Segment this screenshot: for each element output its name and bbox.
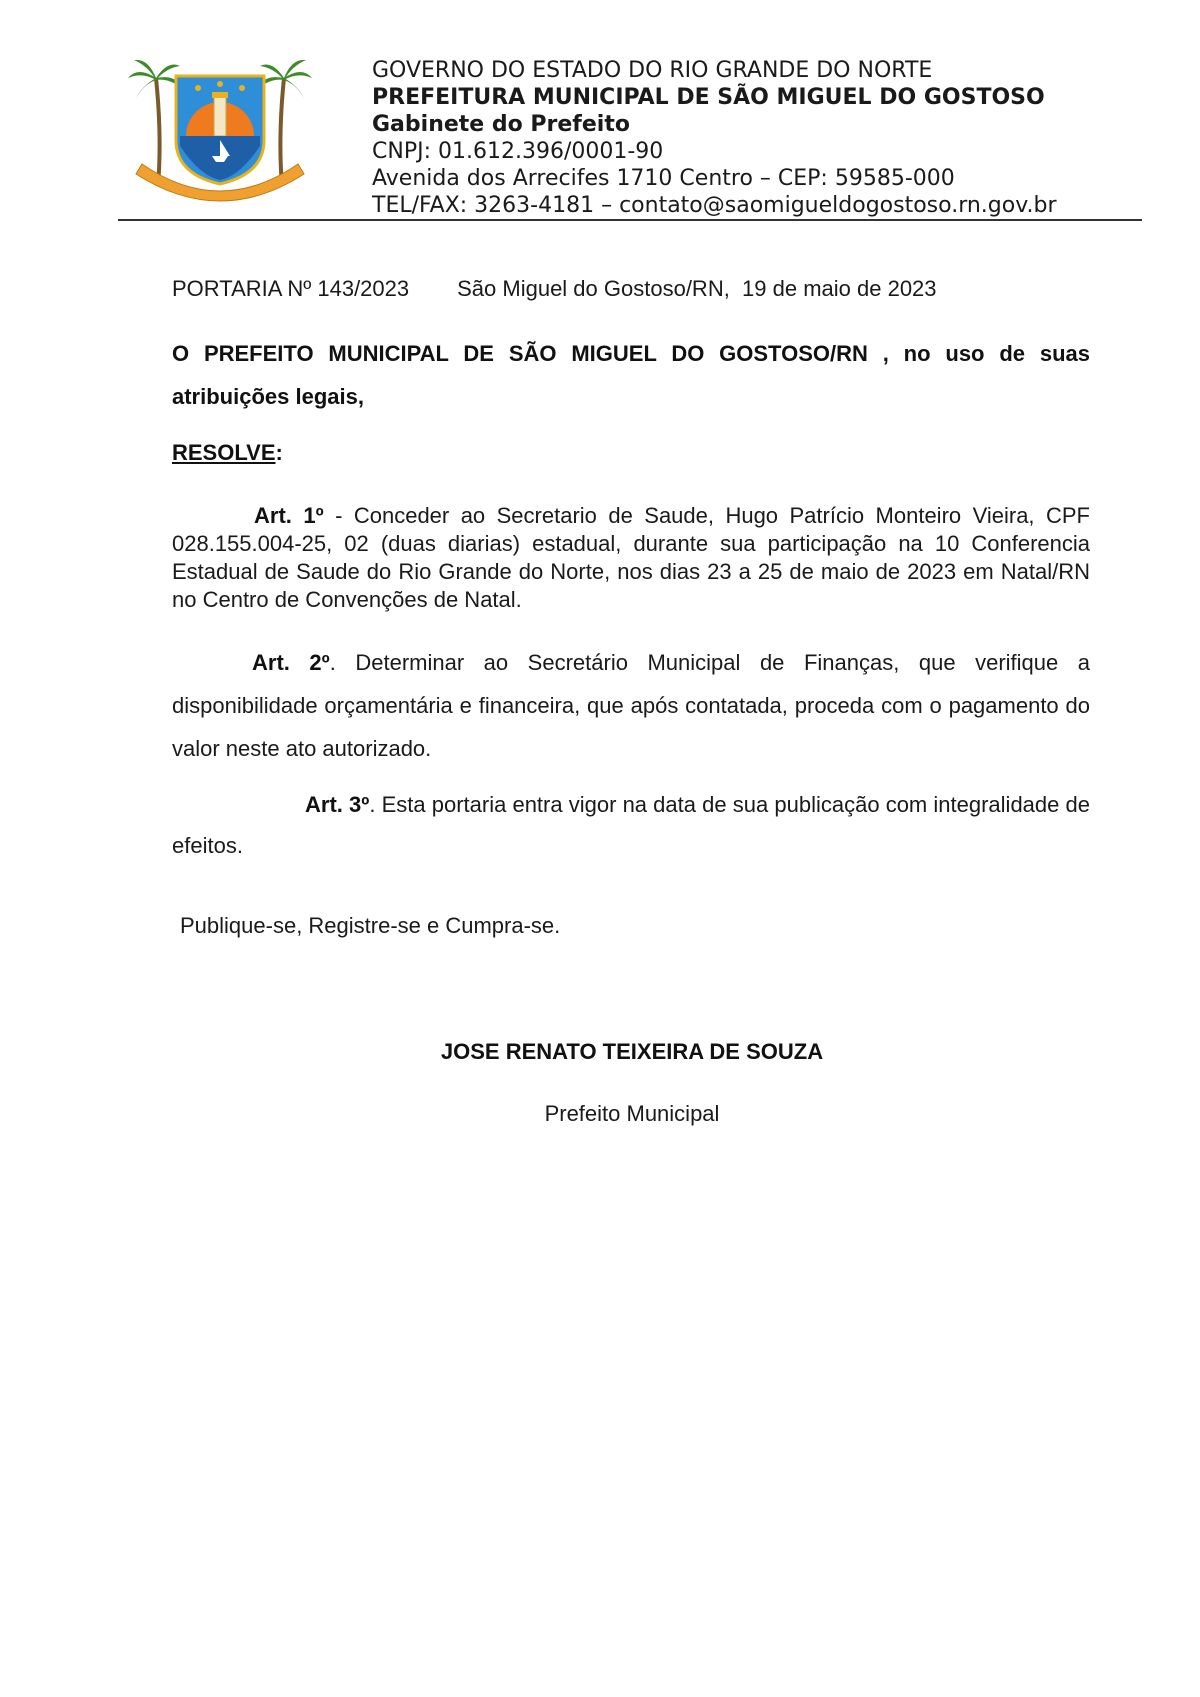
preamble-line-1: O PREFEITO MUNICIPAL DE SÃO MIGUEL DO GOSTOSO/RN , no uso de suas [172, 341, 1090, 366]
letterhead-text [372, 57, 1057, 219]
place-and-date: São Miguel do Gostoso/RN, 19 de maio de 2023 [457, 276, 937, 301]
resolve-heading [172, 440, 283, 466]
article-1-label: Art. 1º [254, 503, 324, 528]
document-reference-line [172, 276, 937, 302]
article-3-label: Art. 3º [305, 792, 370, 817]
article-1 [172, 502, 1090, 614]
article-1-text: - Conceder ao Secretario de Saude, Hugo Patrício Monteiro Vieira, CPF 028.155.004-25, 02 (duas diarias) estadual, durante sua participação na 10 Conferencia Estadual de Saude do Rio Grande do Norte, nos dias 23 a 25 de maio de 2023 em Natal/RN no Centro de Convenções de Natal. [172, 503, 1090, 612]
closing-formula: Publique-se, Registre-se e Cumpra-se. [180, 913, 561, 938]
resolve-colon: : [275, 440, 283, 465]
resolve-word: RESOLVE [172, 440, 276, 465]
article-2-text: . Determinar ao Secretário Municipal de Finanças, que verifique a disponibilidade orçamentária e financeira, que após contatada, proceda com o pagamento do valor neste ato autorizado. [172, 650, 1091, 761]
office-title: Gabinete do Prefeito [372, 112, 630, 137]
address-line: Avenida dos Arrecifes 1710 Centro – CEP: 59585-000 [372, 166, 955, 191]
article-2 [172, 641, 1090, 770]
article-3 [172, 784, 1090, 866]
portaria-number: PORTARIA Nº 143/2023 [172, 276, 410, 301]
municipality-title: PREFEITURA MUNICIPAL DE SÃO MIGUEL DO GOSTOSO [372, 85, 1045, 110]
letterhead [118, 50, 1142, 220]
signer-name: JOSE RENATO TEIXEIRA DE SOUZA [440, 1039, 824, 1064]
state-government-line: GOVERNO DO ESTADO DO RIO GRANDE DO NORTE [372, 58, 933, 83]
contact-line: TEL/FAX: 3263-4181 – contato@saomigueldogostoso.rn.gov.br [372, 193, 1057, 218]
header-divider [118, 219, 1142, 221]
article-3-text: . Esta portaria entra vigor na data de sua publicação com integralidade de efeitos. [172, 792, 1090, 858]
article-2-label: Art. 2º [252, 650, 330, 675]
signer-role: Prefeito Municipal [544, 1101, 720, 1126]
preamble-line-2: atribuições legais, [172, 384, 364, 409]
cnpj-line: CNPJ: 01.612.396/0001-90 [372, 139, 664, 164]
municipal-coat-of-arms-icon [128, 56, 312, 204]
preamble [172, 332, 1090, 418]
